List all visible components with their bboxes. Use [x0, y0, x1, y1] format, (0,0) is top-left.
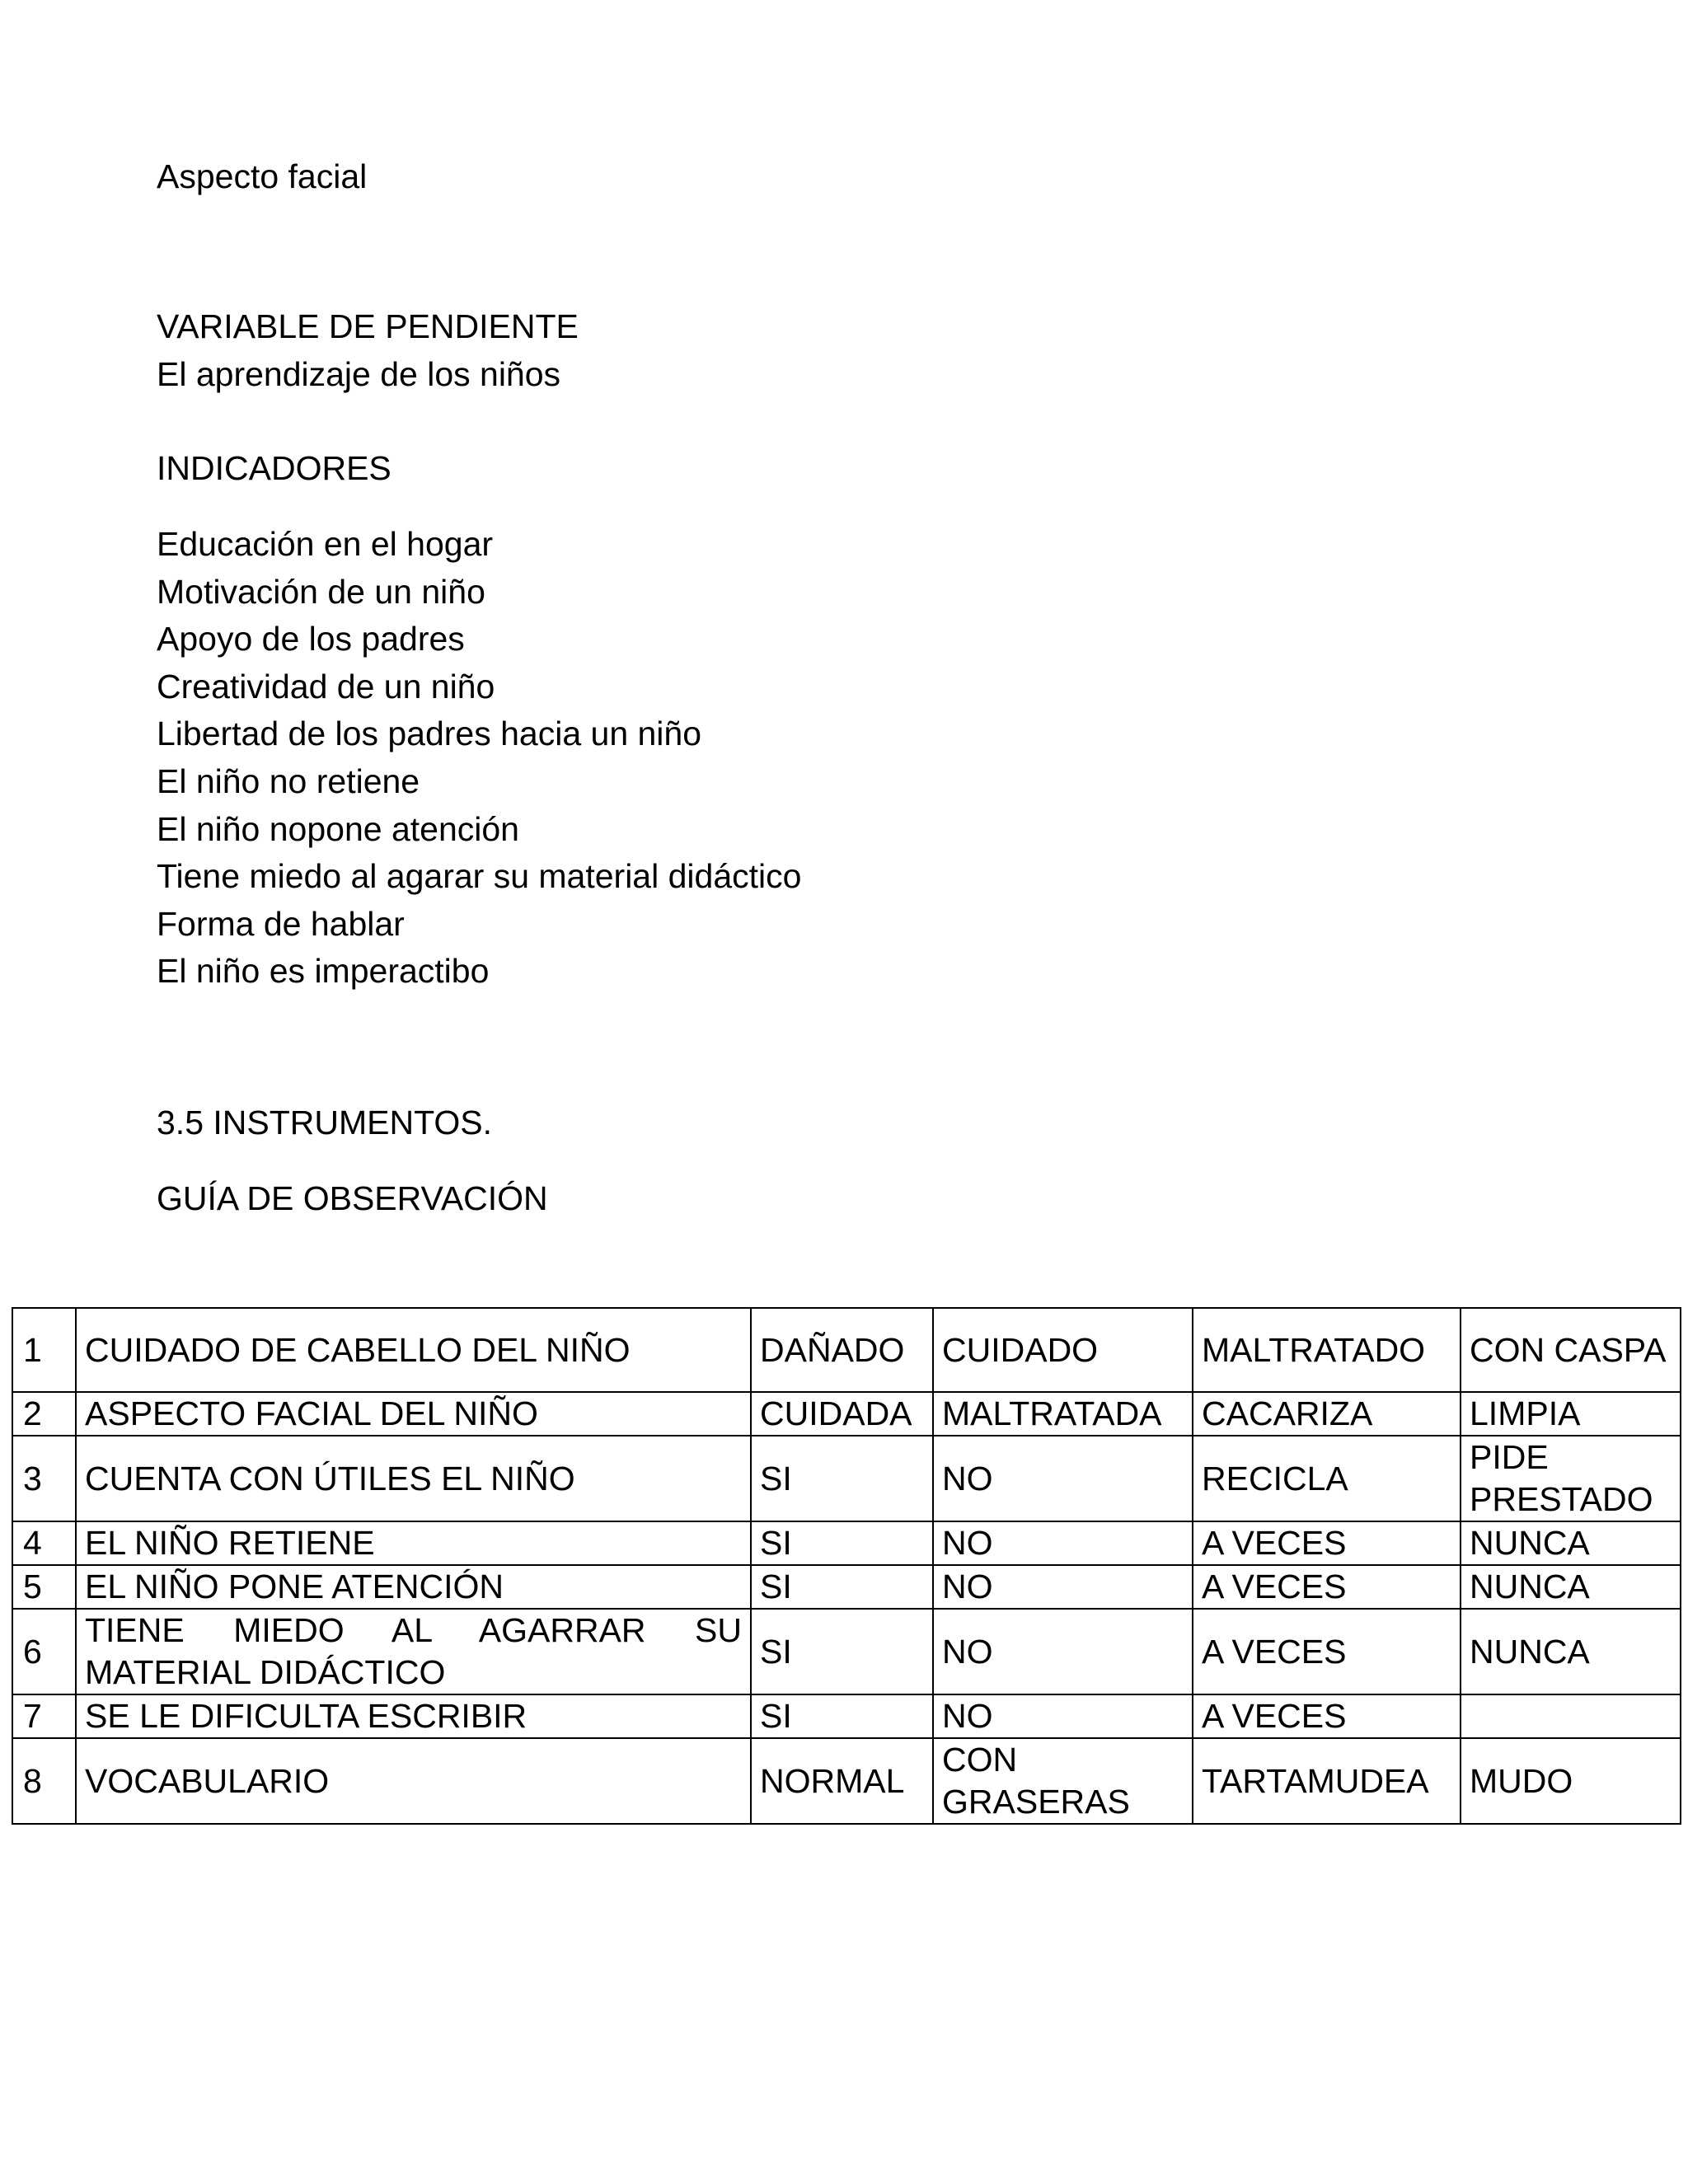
row-option: CON CASPA	[1461, 1308, 1681, 1392]
indicators-title: INDICADORES	[157, 449, 392, 487]
row-item: CUIDADO DE CABELLO DEL NIÑO	[76, 1308, 751, 1392]
row-item: ASPECTO FACIAL DEL NIÑO	[76, 1392, 751, 1436]
row-option: A VECES	[1193, 1609, 1461, 1694]
row-option: MUDO	[1461, 1738, 1681, 1824]
section-title: 3.5 INSTRUMENTOS.	[157, 1104, 493, 1141]
row-item: VOCABULARIO	[76, 1738, 751, 1824]
indicators-list	[157, 521, 801, 996]
list-item: Forma de hablar	[157, 904, 405, 943]
row-option: MALTRATADA	[933, 1392, 1193, 1436]
row-option: NO	[933, 1694, 1193, 1738]
row-item: EL NIÑO RETIENE	[76, 1521, 751, 1565]
row-option: LIMPIA	[1461, 1392, 1681, 1436]
table-row	[12, 1738, 1681, 1824]
row-number: 5	[12, 1565, 76, 1609]
row-option: A VECES	[1193, 1521, 1461, 1565]
row-option: NO	[933, 1609, 1193, 1694]
table-row	[12, 1565, 1681, 1609]
row-option: A VECES	[1193, 1565, 1461, 1609]
row-item: SE LE DIFICULTA ESCRIBIR	[76, 1694, 751, 1738]
row-item: EL NIÑO PONE ATENCIÓN	[76, 1565, 751, 1609]
row-option: DAÑADO	[751, 1308, 933, 1392]
row-option: NUNCA	[1461, 1521, 1681, 1565]
row-option: NUNCA	[1461, 1565, 1681, 1609]
row-option: SI	[751, 1521, 933, 1565]
row-option: NUNCA	[1461, 1609, 1681, 1694]
row-option: CUIDADA	[751, 1392, 933, 1436]
row-number: 7	[12, 1694, 76, 1738]
row-option: CACARIZA	[1193, 1392, 1461, 1436]
list-item: Tiene miedo al agarar su material didáctico	[157, 857, 802, 896]
row-option: CUIDADO	[933, 1308, 1193, 1392]
row-option: RECICLA	[1193, 1436, 1461, 1521]
table-row	[12, 1392, 1681, 1436]
list-item: Apoyo de los padres	[157, 620, 465, 658]
row-option: TARTAMUDEA	[1193, 1738, 1461, 1824]
aspect-heading: Aspecto facial	[157, 157, 368, 195]
row-number: 6	[12, 1609, 76, 1694]
row-option: NO	[933, 1436, 1193, 1521]
row-option: PIDE PRESTADO	[1461, 1436, 1681, 1521]
row-option	[1461, 1694, 1681, 1738]
list-item: Creatividad de un niño	[157, 667, 495, 705]
table-row	[12, 1436, 1681, 1521]
observation-guide-table	[12, 1307, 1681, 1825]
guide-title: GUÍA DE OBSERVACIÓN	[157, 1179, 548, 1217]
table-row	[12, 1308, 1681, 1392]
list-item: El niño no retiene	[157, 762, 420, 800]
row-item: CUENTA CON ÚTILES EL NIÑO	[76, 1436, 751, 1521]
row-number: 2	[12, 1392, 76, 1436]
row-option: SI	[751, 1436, 933, 1521]
list-item: Educación en el hogar	[157, 525, 494, 563]
table-row	[12, 1521, 1681, 1565]
row-option: A VECES	[1193, 1694, 1461, 1738]
row-number: 3	[12, 1436, 76, 1521]
table-row	[12, 1609, 1681, 1694]
list-item: Motivación de un niño	[157, 572, 485, 611]
row-number: 1	[12, 1308, 76, 1392]
table-row	[12, 1694, 1681, 1738]
row-number: 4	[12, 1521, 76, 1565]
row-option: NO	[933, 1521, 1193, 1565]
row-option: NO	[933, 1565, 1193, 1609]
row-option: NORMAL	[751, 1738, 933, 1824]
row-number: 8	[12, 1738, 76, 1824]
row-option: SI	[751, 1565, 933, 1609]
row-option: SI	[751, 1609, 933, 1694]
list-item: El niño es imperactibo	[157, 952, 490, 991]
row-item: TIENE MIEDO AL AGARRAR SU MATERIAL DIDÁCTICO	[76, 1609, 751, 1694]
list-item: El niño nopone atención	[157, 809, 519, 848]
variable-title: VARIABLE DE PENDIENTE	[157, 307, 579, 345]
list-item: Libertad de los padres hacia un niño	[157, 715, 702, 753]
row-option: CON GRASERAS	[933, 1738, 1193, 1824]
row-option: MALTRATADO	[1193, 1308, 1461, 1392]
variable-subtitle: El aprendizaje de los niños	[157, 355, 561, 393]
row-option: SI	[751, 1694, 933, 1738]
